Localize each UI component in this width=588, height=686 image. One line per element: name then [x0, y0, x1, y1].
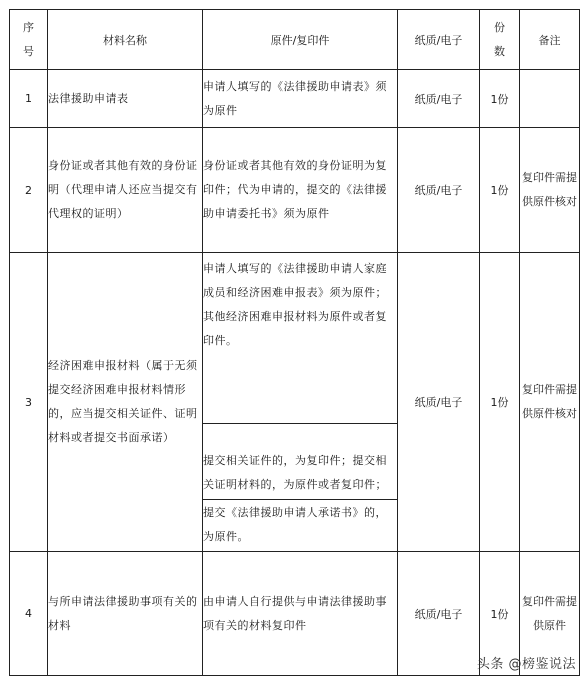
row-no: 4	[10, 552, 48, 676]
row-medium: 纸质/电子	[398, 552, 480, 676]
header-original: 原件/复印件	[203, 10, 398, 70]
header-remark: 备注	[520, 10, 580, 70]
row-original-part: 提交《法律援助申请人承诺书》的，为原件。	[203, 499, 397, 551]
watermark: 头条 @榜鉴说法	[476, 657, 576, 672]
table-row	[10, 253, 580, 552]
header-medium: 纸质/电子	[398, 10, 480, 70]
row-original-subtable	[203, 253, 397, 551]
row-copies: 1份	[480, 253, 520, 552]
row-medium: 纸质/电子	[398, 70, 480, 128]
table-row	[10, 70, 580, 128]
row-remark	[520, 70, 580, 128]
row-medium: 纸质/电子	[398, 128, 480, 253]
row-name: 与所申请法律援助事项有关的材料	[48, 552, 203, 676]
table-header-row	[10, 10, 580, 70]
row-remark: 复印件需提供原件	[520, 552, 580, 676]
header-no: 序号	[10, 10, 48, 70]
header-copies: 份数	[480, 10, 520, 70]
row-medium: 纸质/电子	[398, 253, 480, 552]
row-remark: 复印件需提供原件核对	[520, 128, 580, 253]
header-name: 材料名称	[48, 10, 203, 70]
row-name: 法律援助申请表	[48, 70, 203, 128]
row-no: 1	[10, 70, 48, 128]
row-original-cell	[203, 253, 398, 552]
table-row	[10, 128, 580, 253]
row-copies: 1份	[480, 552, 520, 676]
row-original: 申请人填写的《法律援助申请表》须为原件	[203, 70, 398, 128]
row-original-part: 申请人填写的《法律援助申请人家庭成员和经济困难申报表》须为原件；其他经济困难申报材料为原件或者复印件。	[203, 262, 387, 347]
row-name: 经济困难申报材料（属于无须提交经济困难申报材料情形的，应当提交相关证件、证明材料或者提交书面承诺）	[48, 253, 203, 552]
row-original: 由申请人自行提供与申请法律援助事项有关的材料复印件	[203, 552, 398, 676]
row-copies: 1份	[480, 70, 520, 128]
row-remark: 复印件需提供原件核对	[520, 253, 580, 552]
row-no: 3	[10, 253, 48, 552]
materials-table	[9, 9, 580, 676]
row-name: 身份证或者其他有效的身份证明（代理申请人还应当提交有代理权的证明）	[48, 128, 203, 253]
row-original: 身份证或者其他有效的身份证明为复印件；代为申请的，提交的《法律援助申请委托书》须为原件	[203, 128, 398, 253]
row-original-part: 提交相关证件的，为复印件；提交相关证明材料的，为原件或者复印件；	[203, 423, 397, 499]
row-no: 2	[10, 128, 48, 253]
row-copies: 1份	[480, 128, 520, 253]
